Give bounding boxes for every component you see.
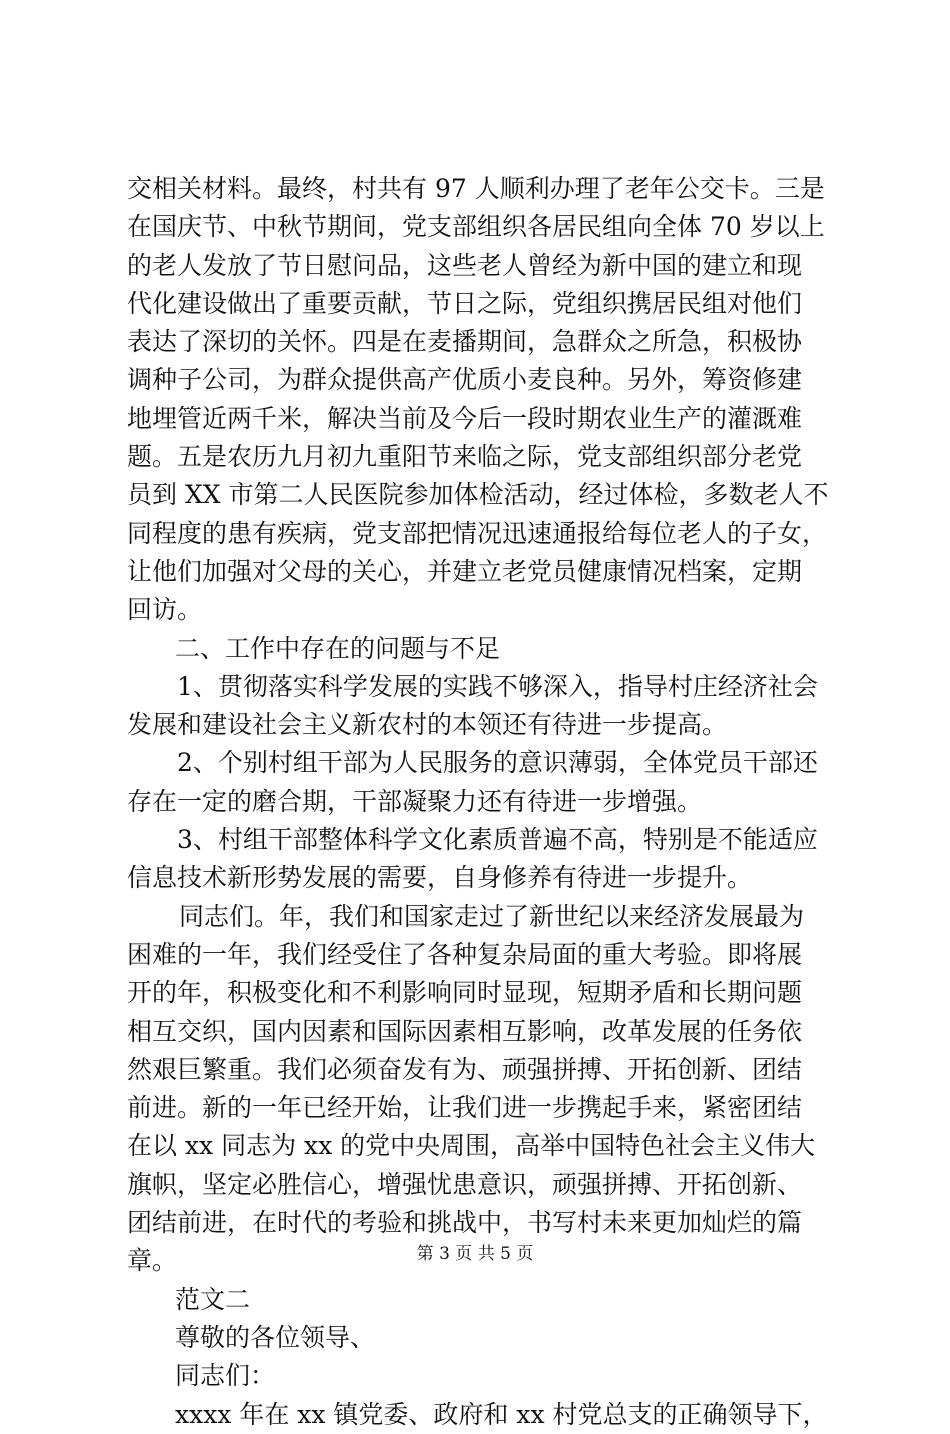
body-line: 让他们加强对父母的关心，并建立老党员健康情况档案，定期 <box>127 556 803 586</box>
body-line: 在国庆节、中秋节期间，党支部组织各居民组向全体 70 岁以上 <box>127 212 825 242</box>
body-line: 题。五是农历九月初九重阳节来临之际，党支部组织部分老党 <box>127 442 803 472</box>
body-line: 然艰巨繁重。我们必须奋发有为、顽强拼搏、开拓创新、团结 <box>127 1054 803 1084</box>
body-line: 代化建设做出了重要贡献，节日之际，党组织携居民组对他们 <box>127 288 803 318</box>
body-line: 调种子公司，为群众提供高产优质小麦良种。另外，筹资修建 <box>127 365 803 395</box>
list-item: 2、个别村组干部为人民服务的意识薄弱，全体党员干部还 <box>177 748 818 778</box>
body-line: 的老人发放了节日慰问品，这些老人曾经为新中国的建立和现 <box>127 250 803 280</box>
body-line: 开的年，积极变化和不利影响同时显现，短期矛盾和长期问题 <box>127 978 803 1008</box>
body-line: 前进。新的一年已经开始，让我们进一步携起手来，紧密团结 <box>127 1093 803 1123</box>
salutation-line: 尊敬的各位领导、 <box>175 1322 376 1352</box>
body-line: 章。 <box>127 1246 178 1276</box>
body-line: 团结前进，在时代的考验和挑战中，书写村未来更加灿烂的篇 <box>127 1208 803 1238</box>
body-line: 信息技术新形势发展的需要，自身修养有待进一步提升。 <box>127 863 753 893</box>
body-line: 旗帜，坚定必胜信心，增强忧患意识，顽强拼搏、开拓创新、 <box>127 1169 803 1199</box>
section-heading: 二、工作中存在的问题与不足 <box>175 633 501 663</box>
sample-heading: 范文二 <box>175 1284 251 1314</box>
body-line: 表达了深切的关怀。四是在麦播期间，急群众之所急，积极协 <box>127 327 803 357</box>
body-line: 相互交织，国内因素和国际因素相互影响，改革发展的任务依 <box>127 1016 803 1046</box>
list-item: 1、贯彻落实科学发展的实践不够深入，指导村庄经济社会 <box>177 671 818 701</box>
paragraph-start: xxxx 年在 xx 镇党委、政府和 xx 村党总支的正确领导下， <box>175 1399 828 1429</box>
body-line: 回访。 <box>127 595 203 625</box>
salutation-line: 同志们： <box>175 1361 276 1391</box>
paragraph-start: 同志们。年，我们和国家走过了新世纪以来经济发展最为 <box>179 901 805 931</box>
page-number-footer: 第 3 页 共 5 页 <box>416 1244 534 1264</box>
body-line: 在以 xx 同志为 xx 的党中央周围，高举中国特色社会主义伟大 <box>127 1131 816 1161</box>
body-line: 发展和建设社会主义新农村的本领还有待进一步提高。 <box>127 710 728 740</box>
body-line: 地埋管近两千米，解决当前及今后一段时期农业生产的灌溉难 <box>127 403 803 433</box>
body-line: 交相关材料。最终，村共有 97 人顺利办理了老年公交卡。三是 <box>127 174 825 203</box>
body-line: 困难的一年，我们经受住了各种复杂局面的重大考验。即将展 <box>127 939 803 969</box>
body-line: 存在一定的磨合期，干部凝聚力还有待进一步增强。 <box>127 786 703 816</box>
list-item: 3、村组干部整体科学文化素质普遍不高，特别是不能适应 <box>177 825 818 855</box>
body-line: 同程度的患有疾病，党支部把情况迅速通报给每位老人的子女， <box>127 518 828 548</box>
body-line: 员到 XX 市第二人民医院参加体检活动，经过体检，多数老人不 <box>127 480 829 510</box>
